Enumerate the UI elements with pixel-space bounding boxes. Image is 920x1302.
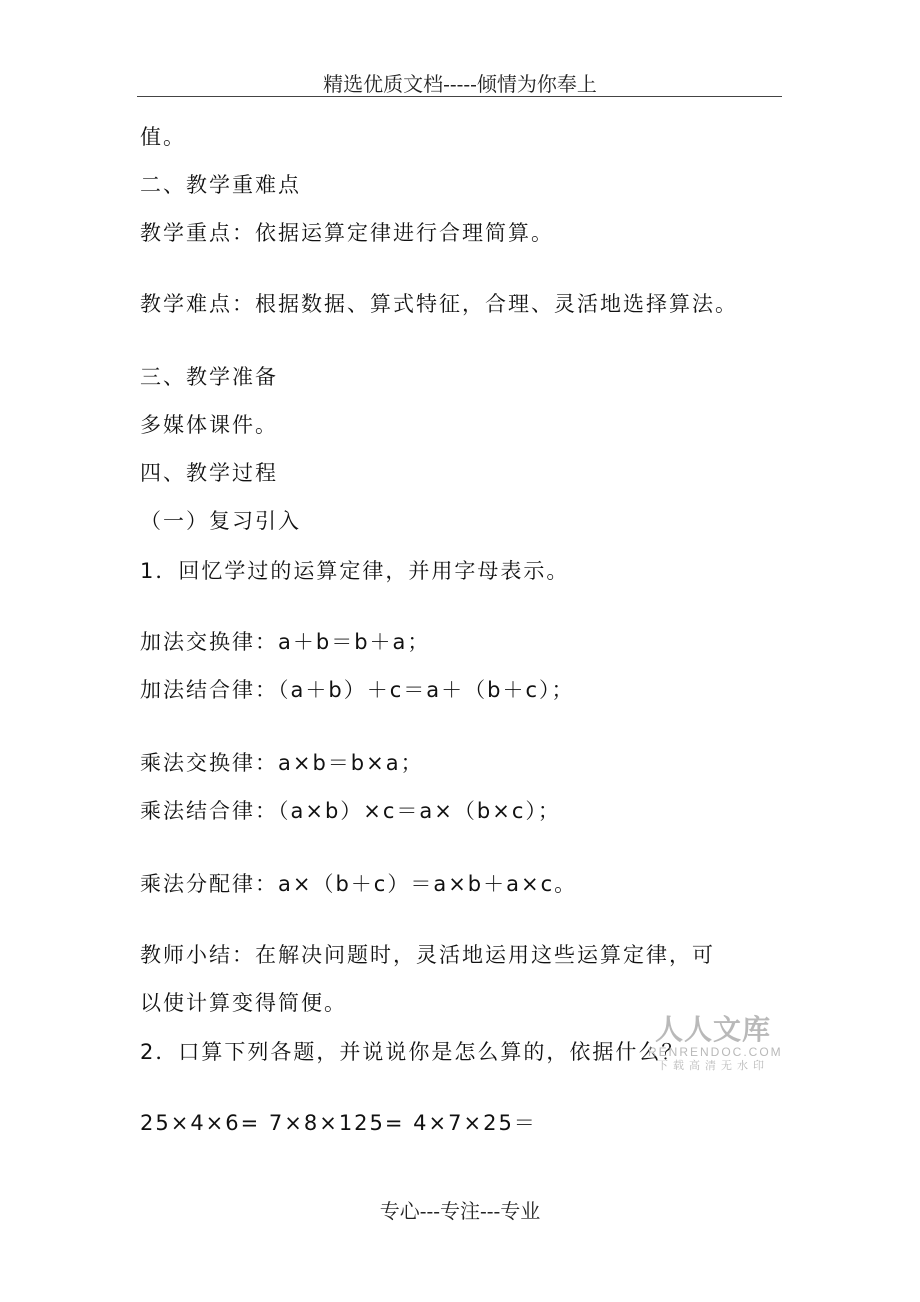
formula-line: 加法结合律：（a＋b）＋c＝a＋（b＋c）； bbox=[140, 678, 575, 702]
section-heading: 二、教学重难点 bbox=[140, 173, 301, 197]
page-header: 精选优质文档-----倾情为你奉上 bbox=[323, 72, 597, 96]
watermark-url: RENRENDOC.COM bbox=[648, 1045, 783, 1059]
watermark-title: 人人文库 bbox=[654, 1014, 771, 1045]
text-line: 值。 bbox=[140, 125, 186, 149]
text-line: 1．回忆学过的运算定律，并用字母表示。 bbox=[140, 559, 570, 583]
text-line: 教学难点：根据数据、算式特征，合理、灵活地选择算法。 bbox=[140, 292, 738, 316]
text-line: 教师小结：在解决问题时，灵活地运用这些运算定律，可 bbox=[140, 943, 715, 967]
text-line: 教学重点：依据运算定律进行合理简算。 bbox=[140, 221, 554, 245]
sub-heading: （一）复习引入 bbox=[140, 509, 301, 533]
formula-line: 加法交换律：a＋b＝b＋a； bbox=[140, 630, 431, 654]
watermark-logo bbox=[648, 1014, 783, 1073]
text-line: 以使计算变得简便。 bbox=[140, 991, 347, 1015]
watermark-subtitle: 下载高清无水印 bbox=[657, 1060, 769, 1072]
text-line: 多媒体课件。 bbox=[140, 413, 278, 437]
formula-line: 乘法结合律：（a×b）×c＝a×（b×c）； bbox=[140, 799, 561, 823]
formula-line: 乘法交换律：a×b＝b×a； bbox=[140, 751, 424, 775]
formula-line: 25×4×6= 7×8×125= 4×7×25＝ bbox=[140, 1111, 537, 1135]
section-heading: 四、教学过程 bbox=[140, 461, 278, 485]
page-footer: 专心---专注---专业 bbox=[379, 1199, 541, 1223]
text-line: 2．口算下列各题，并说说你是怎么算的，依据什么？ bbox=[140, 1040, 685, 1064]
formula-line: 乘法分配律：a×（b＋c）＝a×b＋a×c。 bbox=[140, 872, 578, 896]
section-heading: 三、教学准备 bbox=[140, 365, 278, 389]
header-divider bbox=[137, 96, 782, 97]
